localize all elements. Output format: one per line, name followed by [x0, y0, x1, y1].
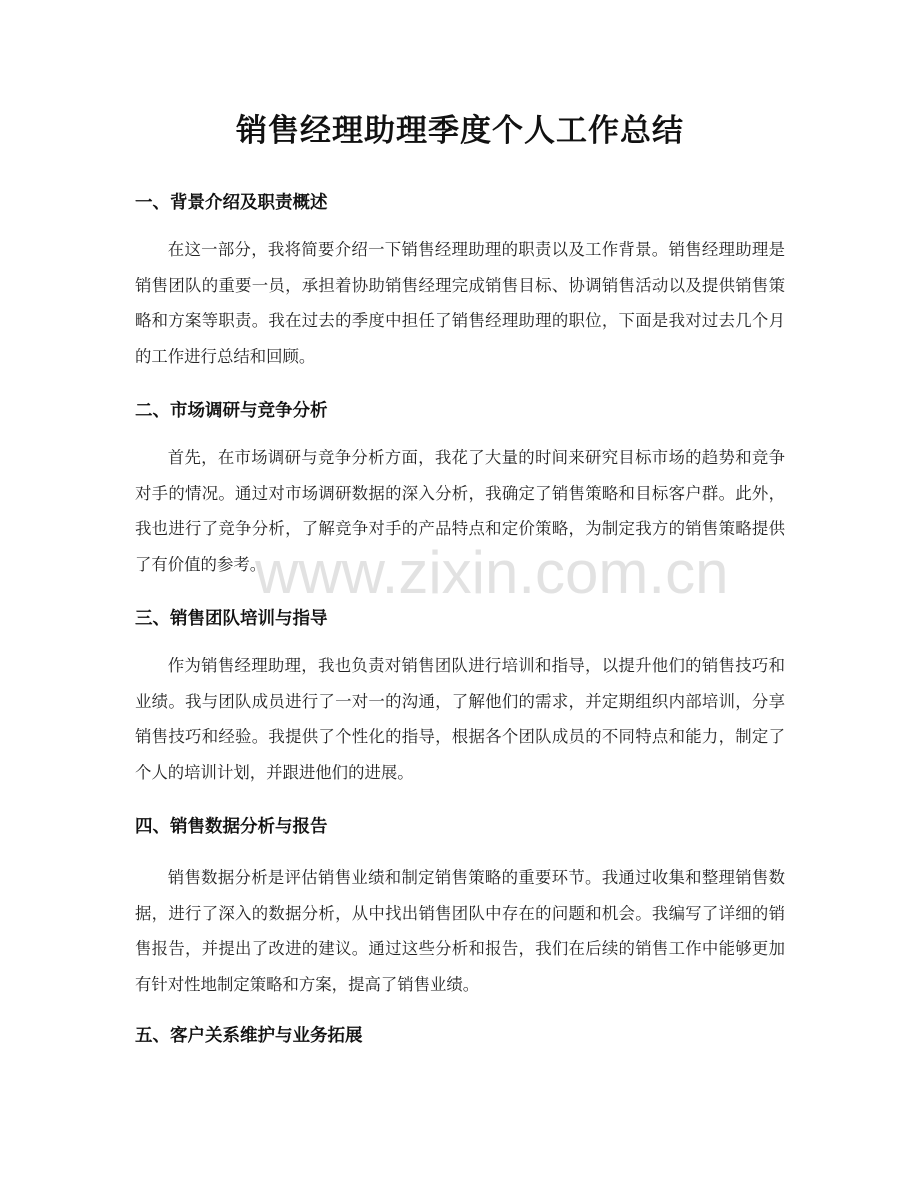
- section-paragraph-market-research: 首先，在市场调研与竞争分析方面，我花了大量的时间来研究目标市场的趋势和竞争对手的情况。通过对市场调研数据的深入分析，我确定了销售策略和目标客户群。此外，我也进行了竞争分析，了解竞争对手的产品特点和定价策略，为制定我方的销售策略提供了有价值的参考。: [135, 448, 785, 574]
- section-paragraph-background: 在这一部分，我将简要介绍一下销售经理助理的职责以及工作背景。销售经理助理是销售团队的重要一员，承担着协助销售经理完成销售目标、协调销售活动以及提供销售策略和方案等职责。我在过去的季度中担任了销售经理助理的职位，下面是我对过去几个月的工作进行总结和回顾。: [135, 240, 785, 366]
- section-heading-team-training: 三、销售团队培训与指导: [135, 609, 328, 629]
- section-heading-background: 一、背景介绍及职责概述: [135, 193, 328, 213]
- section-paragraph-sales-data: 销售数据分析是评估销售业绩和制定销售策略的重要环节。我通过收集和整理销售数据，进行了深入的数据分析，从中找出销售团队中存在的问题和机会。我编写了详细的销售报告，并提出了改进的建议。通过这些分析和报告，我们在后续的销售工作中能够更加有针对性地制定策略和方案，提高了销售业绩。: [135, 868, 785, 994]
- section-heading-customer-relations: 五、客户关系维护与业务拓展: [135, 1026, 363, 1046]
- watermark: www.zixin.com.cn: [255, 539, 729, 606]
- section-heading-sales-data: 四、销售数据分析与报告: [135, 817, 328, 837]
- section-heading-market-research: 二、市场调研与竞争分析: [135, 401, 328, 421]
- document-title: 销售经理助理季度个人工作总结: [236, 113, 684, 149]
- section-paragraph-team-training: 作为销售经理助理，我也负责对销售团队进行培训和指导，以提升他们的销售技巧和业绩。我与团队成员进行了一对一的沟通，了解他们的需求，并定期组织内部培训，分享销售技巧和经验。我提供了个性化的指导，根据各个团队成员的不同特点和能力，制定了个人的培训计划，并跟进他们的进展。: [135, 656, 785, 782]
